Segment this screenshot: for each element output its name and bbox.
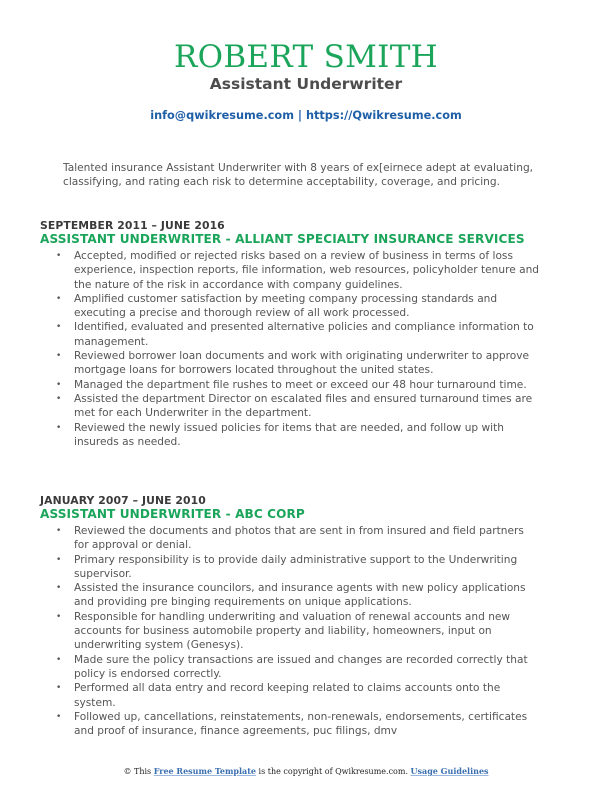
bullet-item: • Assisted the insurance councilors, and insurance agents with new policy applications and providing pre binging requirements on unique applications. xyxy=(74,581,580,610)
bullet-item: • Reviewed the newly issued policies for items that are needed, and follow up with insureds as needed. xyxy=(74,421,580,450)
job-bullets xyxy=(40,249,580,449)
summary-paragraph: Talented insurance Assistant Underwriter with 8 years of ex[eirnece adept at evaluating, classifying, and rating each risk to determine acceptability, coverage, and pricing. xyxy=(63,162,534,188)
email-link[interactable]: info@qwikresume.com xyxy=(150,109,294,122)
job-title: ASSISTANT UNDERWRITER - ABC CORP xyxy=(40,507,305,521)
bullet-item: • Performed all data entry and record keeping related to claims accounts onto the system. xyxy=(74,681,580,710)
bullet-item: • Reviewed the documents and photos that are sent in from insured and field partners for approval or denial. xyxy=(74,524,580,553)
bullet-item: • Accepted, modified or rejected risks based on a review of business in terms of loss experience, inspection reports, file information, web resources, policyholder tenure and the nature of the risk in accordance with company guidelines. xyxy=(74,249,580,292)
bullet-item: • Identified, evaluated and presented alternative policies and compliance information to management. xyxy=(74,320,580,349)
job-entry xyxy=(40,219,580,449)
contact-separator: | xyxy=(293,109,306,122)
bullet-item: • Made sure the policy transactions are issued and changes are recorded correctly that policy is endorsed correctly. xyxy=(74,653,580,682)
bullet-item: • Reviewed borrower loan documents and work with originating underwriter to approve mortgage loans for borrowers located throughout the united states. xyxy=(74,349,580,378)
bullet-item: • Followed up, cancellations, reinstatements, non-renewals, endorsements, certificates and proof of insurance, finance agreements, puc filings, dmv xyxy=(74,710,580,739)
job-dates: JANUARY 2007 – JUNE 2010 xyxy=(40,494,206,507)
bullet-item: • Assisted the department Director on escalated files and ensured turnaround times are met for each Underwriter in the department. xyxy=(74,392,580,421)
resume-header xyxy=(0,40,612,123)
bullet-item: • Primary responsibility is to provide daily administrative support to the Underwriting supervisor. xyxy=(74,553,580,582)
bullet-item: • Responsible for handling underwriting and valuation of renewal accounts and new accounts for business automobile property and liability, homeowners, input on underwriting system (Genesys). xyxy=(74,610,580,653)
footer-middle: is the copyright of Qwikresume.com. xyxy=(256,767,411,776)
job-entry xyxy=(40,494,580,738)
contact-line xyxy=(0,109,612,123)
job-bullets xyxy=(40,524,580,738)
copyright-footer xyxy=(0,766,612,776)
bullet-item: • Managed the department file rushes to meet or exceed our 48 hour turnaround time. xyxy=(74,378,580,392)
usage-guidelines-link[interactable]: Usage Guidelines xyxy=(410,766,489,776)
job-dates: SEPTEMBER 2011 – JUNE 2016 xyxy=(40,219,225,232)
footer-prefix: © This xyxy=(123,767,154,776)
website-link[interactable]: https://Qwikresume.com xyxy=(305,109,462,122)
candidate-name: ROBERT SMITH xyxy=(173,39,439,75)
job-title: ASSISTANT UNDERWRITER - ALLIANT SPECIALTY INSURANCE SERVICES xyxy=(40,232,525,246)
candidate-role: Assistant Underwriter xyxy=(209,75,403,93)
free-resume-template-link[interactable]: Free Resume Template xyxy=(153,766,257,776)
bullet-item: • Amplified customer satisfaction by meeting company processing standards and executing a precise and thorough review of all work processed. xyxy=(74,292,580,321)
